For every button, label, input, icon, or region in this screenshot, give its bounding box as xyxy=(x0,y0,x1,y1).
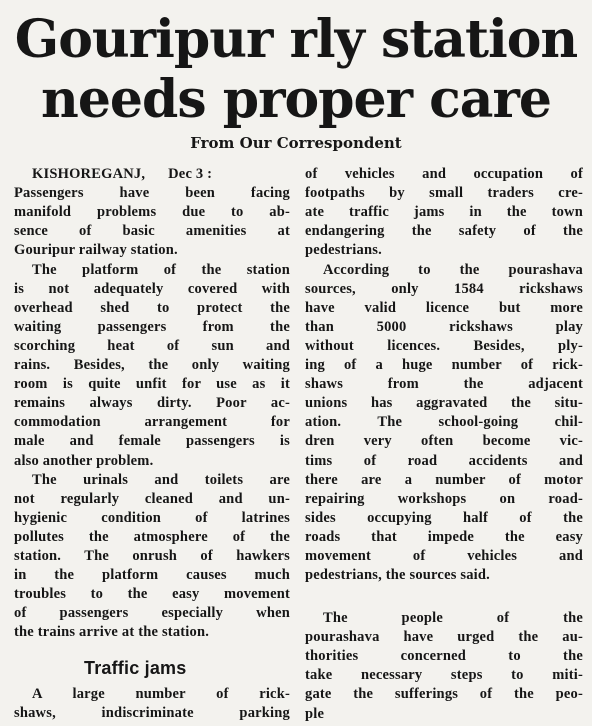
dateline: KISHOREGANJ, Dec 3 : xyxy=(32,166,213,182)
text-line: hygienic condition of latrines xyxy=(14,509,290,526)
text-line: shaws from the adjacent xyxy=(305,376,583,393)
text-line: dren very often become vic- xyxy=(305,433,583,450)
text-line: ple xyxy=(305,705,325,722)
text-line: Passengers have been facing xyxy=(14,185,290,202)
text-line: overhead shed to protect the xyxy=(14,299,290,316)
text-line: than 5000 rickshaws play xyxy=(305,318,583,335)
text-line: sence of basic amenities at xyxy=(14,223,290,240)
text-line: pourashava have urged the au- xyxy=(305,629,583,646)
text-line: repairing workshops on road- xyxy=(305,490,583,507)
text-line: The urinals and toilets are xyxy=(32,471,290,488)
text-line: The people of the xyxy=(323,610,583,626)
text-line: the trains arrive at the station. xyxy=(14,624,210,641)
text-line: take necessary steps to miti- xyxy=(305,667,583,684)
text-line: waiting passengers from the xyxy=(14,318,290,335)
text-line: station. The onrush of hawkers xyxy=(14,548,290,564)
text-line: A large number of rick- xyxy=(32,686,290,702)
text-line: ation. The school-going chil- xyxy=(305,414,583,431)
text-line: pedestrians. xyxy=(305,242,382,259)
byline: From Our Correspondent xyxy=(190,134,402,152)
text-line: movement of vehicles and xyxy=(305,548,583,564)
text-line: is not adequately covered with xyxy=(14,280,290,297)
text-line: manifold problems due to ab- xyxy=(14,204,290,221)
text-line: Gouripur railway station. xyxy=(14,242,178,259)
text-line: room is quite unfit for use as it xyxy=(14,376,290,393)
text-line: pedestrians, the sources said. xyxy=(305,567,490,584)
subhead-traffic-jams: Traffic jams xyxy=(84,658,187,678)
text-line: scorching heat of sun and xyxy=(14,337,290,354)
text-line: unions has aggravated the situ- xyxy=(305,395,583,412)
headline-line-1: Gouripur rly station xyxy=(14,9,578,70)
text-line: According to the pourashava xyxy=(323,261,583,278)
text-line: in the platform causes much xyxy=(14,567,290,584)
text-line: The platform of the station xyxy=(32,261,290,278)
text-line: roads that impede the easy xyxy=(305,528,583,545)
text-line: sides occupying half of the xyxy=(305,509,583,526)
text-line: ate traffic jams in the town xyxy=(305,204,583,221)
text-line: of passengers especially when xyxy=(14,605,290,622)
text-line: have valid licence but more xyxy=(305,299,583,316)
text-line: without licences. Besides, ply- xyxy=(305,337,583,354)
text-line: pollutes the atmosphere of the xyxy=(14,528,290,545)
text-line: remains always dirty. Poor ac- xyxy=(14,395,290,412)
text-line: ing of a huge number of rick- xyxy=(305,357,583,373)
text-line: commodation arrangement for xyxy=(14,414,290,431)
text-line: thorities concerned to the xyxy=(305,648,583,665)
text-line: troubles to the easy movement xyxy=(14,586,290,603)
text-line: there are a number of motor xyxy=(305,471,583,488)
text-line: footpaths by small traders cre- xyxy=(305,185,583,202)
text-line: also another problem. xyxy=(14,452,154,469)
text-line: not regularly cleaned and un- xyxy=(14,490,290,507)
text-line: sources, only 1584 rickshaws xyxy=(305,280,583,297)
headline-line-2: needs proper care xyxy=(41,69,551,130)
text-line: shaws, indiscriminate parking xyxy=(14,705,290,722)
text-line: of vehicles and occupation of xyxy=(305,166,583,182)
text-line: endangering the safety of the xyxy=(305,223,583,240)
text-line: rains. Besides, the only waiting xyxy=(14,357,290,373)
text-line: gate the sufferings of the peo- xyxy=(305,686,583,703)
text-line: tims of road accidents and xyxy=(305,452,583,469)
text-line: male and female passengers is xyxy=(14,433,290,450)
